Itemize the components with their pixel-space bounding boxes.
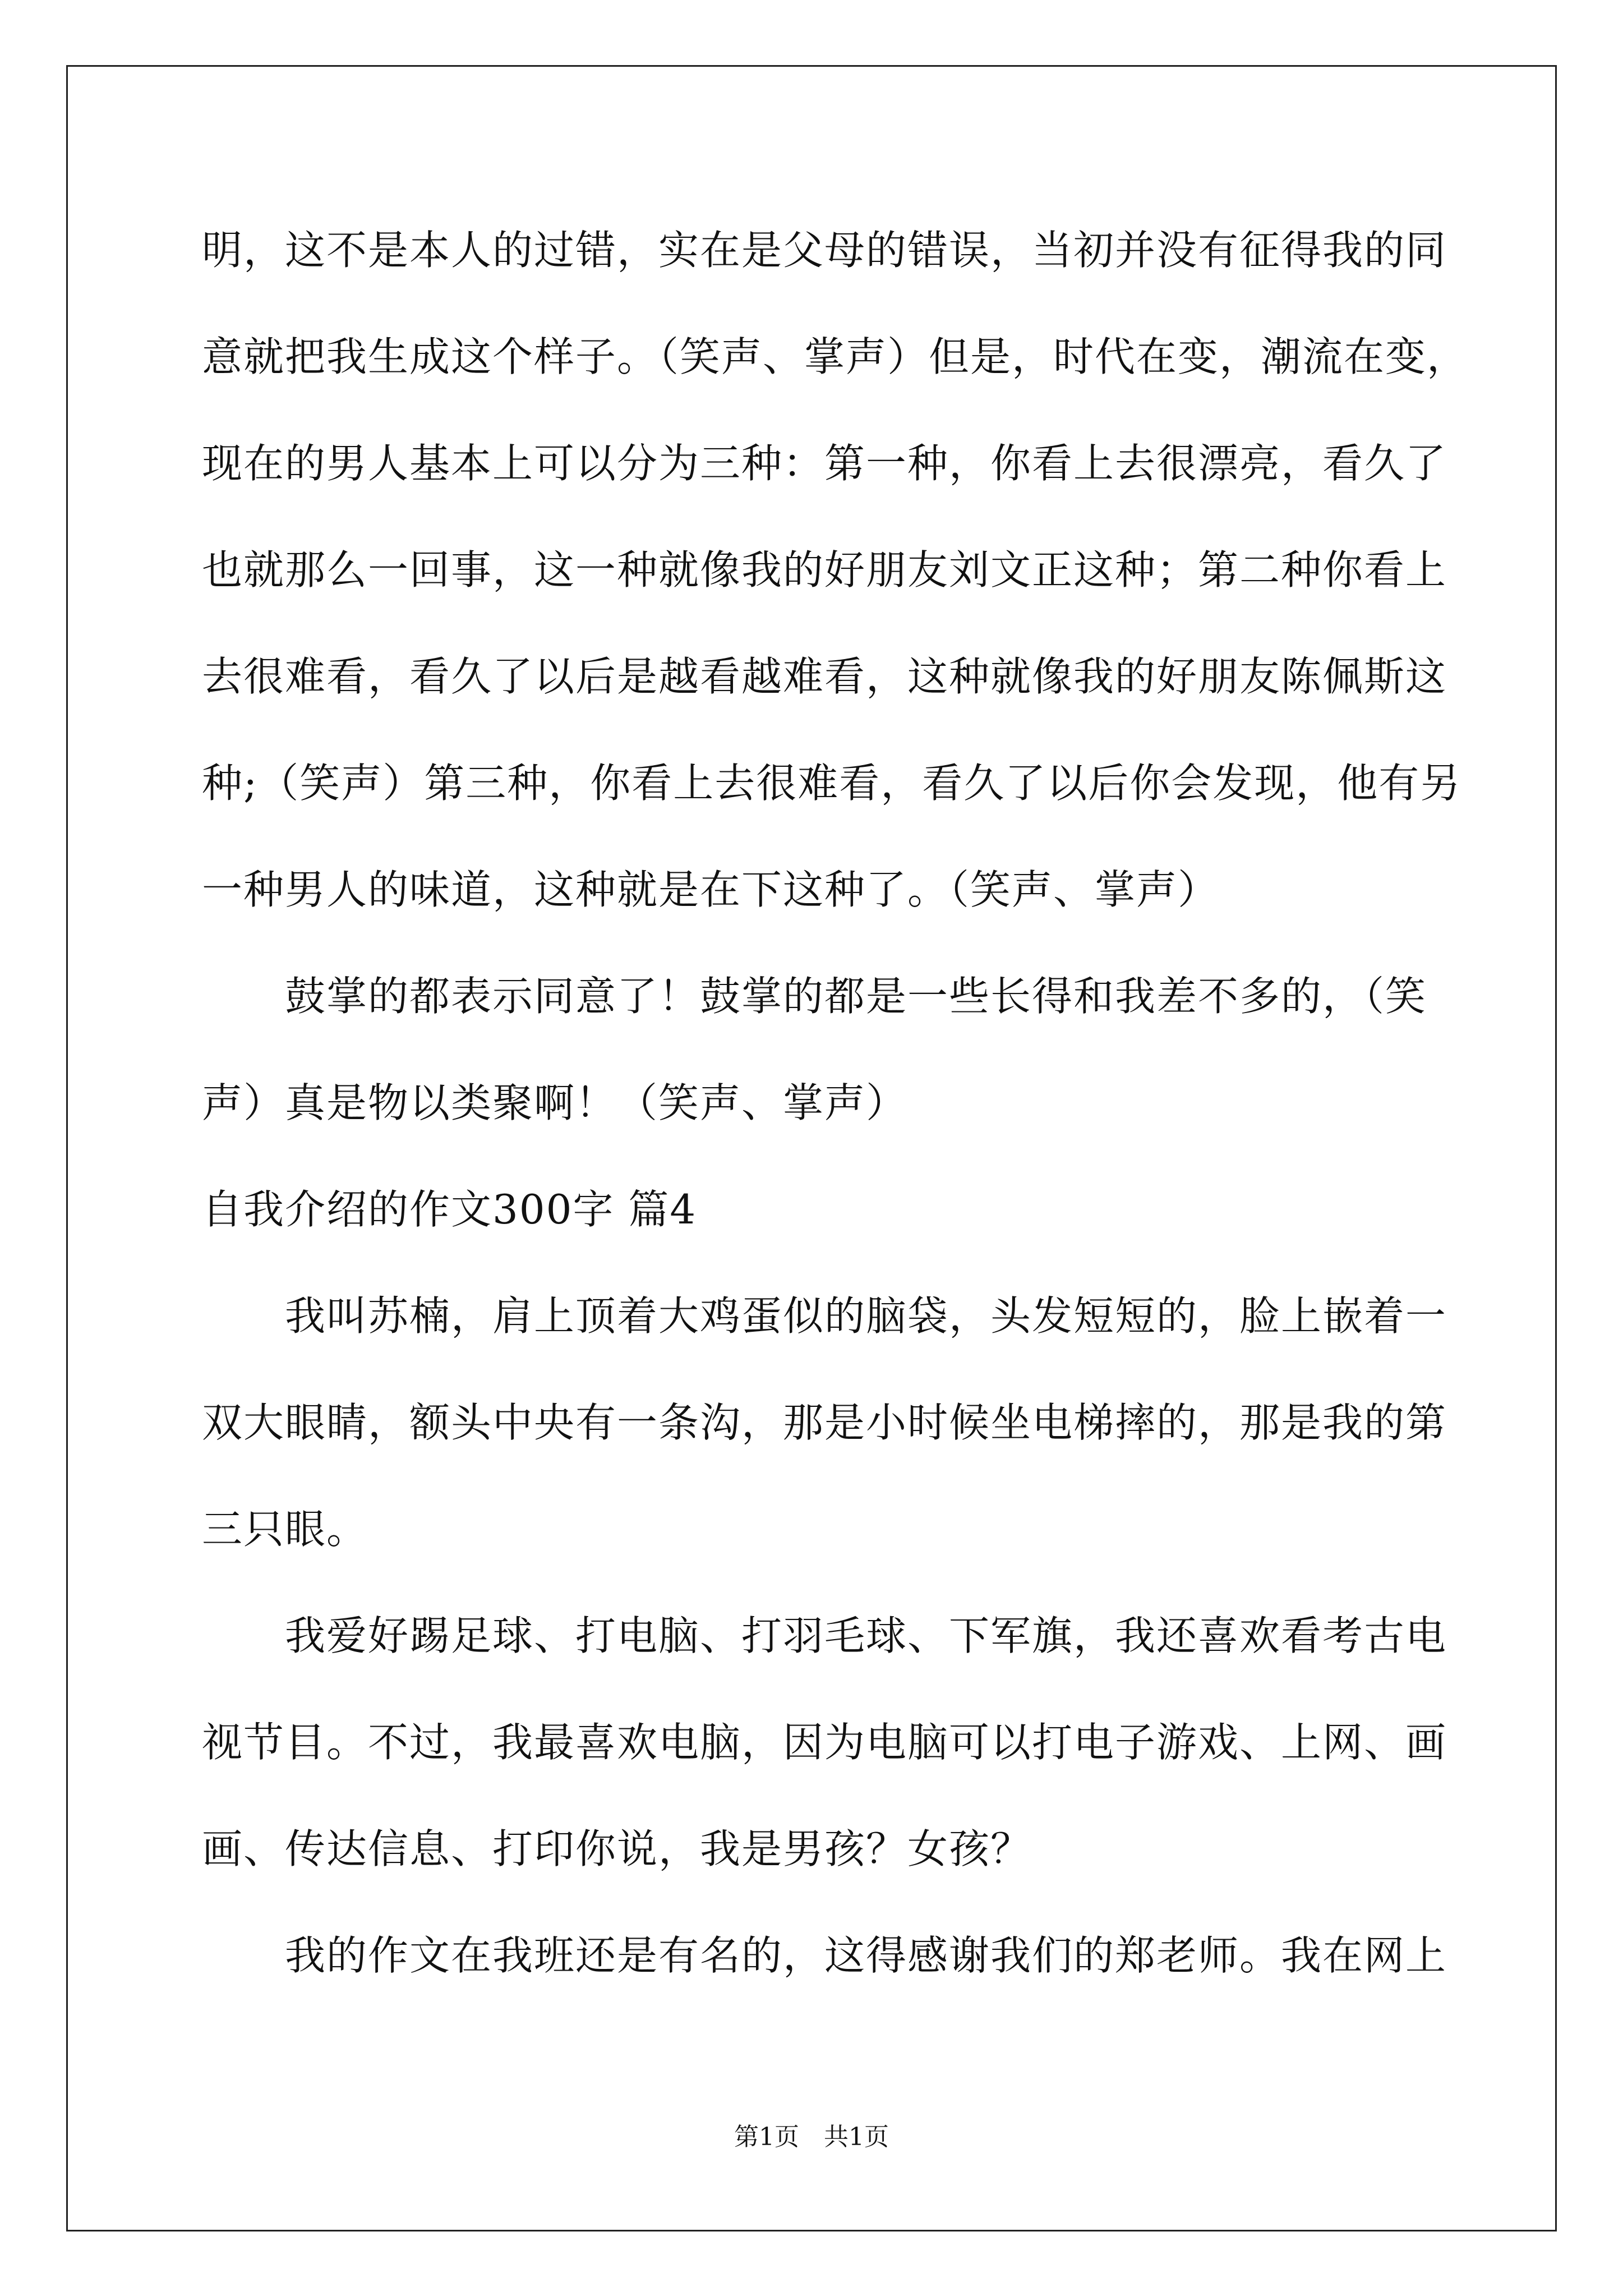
text-line: 种;（笑声）第三种，你看上去很难看，看久了以后你会发现，他有另: [202, 760, 1462, 807]
text-line: 明，这不是本人的过错，实在是父母的错误，当初并没有征得我的同: [202, 227, 1447, 274]
text-line: 双大眼睛，额头中央有一条沟，那是小时候坐电梯摔的，那是我的第: [202, 1399, 1447, 1446]
section-heading: 自我介绍的作文300字 篇4: [202, 1186, 697, 1233]
text-line: 声）真是物以类聚啊！（笑声、掌声）: [202, 1079, 908, 1126]
text-line: 现在的男人基本上可以分为三种：第一种，你看上去很漂亮，看久了: [202, 440, 1447, 487]
text-line: 去很难看，看久了以后是越看越难看，这种就像我的好朋友陈佩斯这: [202, 653, 1447, 700]
text-line: 意就把我生成这个样子。（笑声、掌声）但是，时代在变，潮流在变，: [202, 333, 1469, 380]
paragraph-first-line: 我叫苏楠，肩上顶着大鸡蛋似的脑袋，头发短短的，脸上嵌着一: [285, 1292, 1447, 1340]
paragraph-first-line: 我爱好踢足球、打电脑、打羽毛球、下军旗，我还喜欢看考古电: [285, 1612, 1447, 1659]
text-line: 画、传达信息、打印你说，我是男孩？女孩？: [202, 1825, 1032, 1872]
text-line: 三只眼。: [202, 1506, 368, 1553]
page-footer: 第1页 共1页: [734, 2123, 889, 2151]
paragraph-first-line: 鼓掌的都表示同意了！鼓掌的都是一些长得和我差不多的，（笑: [285, 973, 1427, 1020]
text-line: 也就那么一回事，这一种就像我的好朋友刘文正这种；第二种你看上: [202, 546, 1447, 593]
text-line: 一种男人的味道，这种就是在下这种了。（笑声、掌声）: [202, 866, 1220, 913]
text-line: 视节目。不过，我最喜欢电脑，因为电脑可以打电子游戏、上网、画: [202, 1719, 1447, 1766]
page-frame: [66, 65, 1557, 2231]
paragraph-first-line: 我的作文在我班还是有名的，这得感谢我们的郑老师。我在网上: [285, 1932, 1447, 1979]
